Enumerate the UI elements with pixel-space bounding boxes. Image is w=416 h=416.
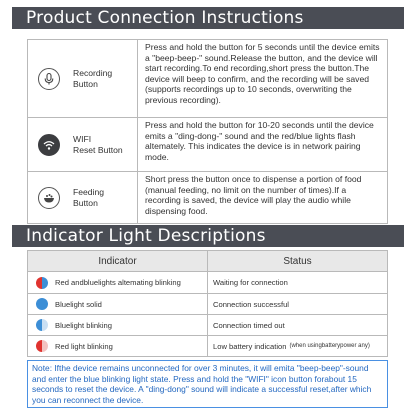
red-light-icon xyxy=(36,340,48,352)
feeding-button-description: Short press the button once to dispense a portion of food (manual feeding, no limit on the number of times).If a recording is saved, the device will play the audio while dispensing food. xyxy=(145,174,362,216)
indicator-light-title: Indicator Light Descriptions xyxy=(12,225,404,247)
wifi-reset-button-row xyxy=(28,117,387,171)
note-box: Note: Ifthe device remains unconnected for over 3 minutes, it will emita "beep-beep"-sound and enter the blue blinking light state. Press and hold the "WIFI" icon button forabout 15 seconds to reset the device. A "ding-dong" sound will indicate a successful reset,after which you can reconnect the device. xyxy=(27,360,388,408)
indicator-label: Red andbluelights altemating blinking xyxy=(55,278,181,287)
indicator-row xyxy=(28,314,387,335)
recording-button-label: Recording Button xyxy=(73,67,113,89)
indicator-cell xyxy=(28,336,208,356)
food-bowl-icon xyxy=(38,187,60,209)
indicator-row xyxy=(28,272,387,293)
indicator-column-header: Indicator xyxy=(28,251,208,271)
wifi-reset-button-cell xyxy=(28,118,138,171)
indicator-light-table xyxy=(27,250,388,357)
recording-button-cell xyxy=(28,40,138,117)
connection-instructions-table xyxy=(27,39,388,224)
blue-light-icon xyxy=(36,298,48,310)
feeding-button-row xyxy=(28,171,387,223)
connection-instructions-title: Product Connection Instructions xyxy=(12,7,404,29)
indicator-row xyxy=(28,293,387,314)
indicator-label: Bluelight blinking xyxy=(55,320,112,330)
wifi-icon xyxy=(38,134,60,156)
red-blue-light-icon xyxy=(36,277,48,289)
recording-button-description: Press and hold the button for 5 seconds until the device emits a "beep-beep-" sound.Release the button, and the device will start recording.To end recording,short press the button.The device will beep to confirm, and the recording will be saved (supports recordings up to 10 seconds, overwriting the previous recording). xyxy=(145,42,380,105)
status-column-header: Status xyxy=(283,256,312,267)
feeding-button-label: Feeding Button xyxy=(73,186,105,208)
status-cell xyxy=(208,336,387,356)
microphone-icon xyxy=(38,68,60,90)
status-text: Waiting for connection xyxy=(213,278,288,287)
indicator-cell xyxy=(28,315,208,335)
indicator-cell xyxy=(28,294,208,314)
blue-blinking-light-icon xyxy=(36,319,48,331)
wifi-reset-button-description: Press and hold the button for 10-20 seconds until the device emits a "ding-dong-" sound and the red/blue lights flash altemately. This indicates the device is in network pairing mode. xyxy=(145,120,374,162)
indicator-table-header xyxy=(28,251,387,272)
recording-button-row xyxy=(28,40,387,117)
indicator-cell xyxy=(28,272,208,293)
wifi-reset-button-label: WIFI Reset Button xyxy=(73,133,123,155)
feeding-button-cell xyxy=(28,172,138,223)
indicator-row xyxy=(28,335,387,356)
status-text: Low battery indication xyxy=(213,341,287,351)
status-text: Connection timed out xyxy=(213,320,285,330)
indicator-label: Bluelight solid xyxy=(55,299,102,309)
status-note: (when usingbatterypower any) xyxy=(289,343,370,349)
status-text: Connection successful xyxy=(213,299,289,309)
indicator-label: Red light blinking xyxy=(55,341,113,351)
